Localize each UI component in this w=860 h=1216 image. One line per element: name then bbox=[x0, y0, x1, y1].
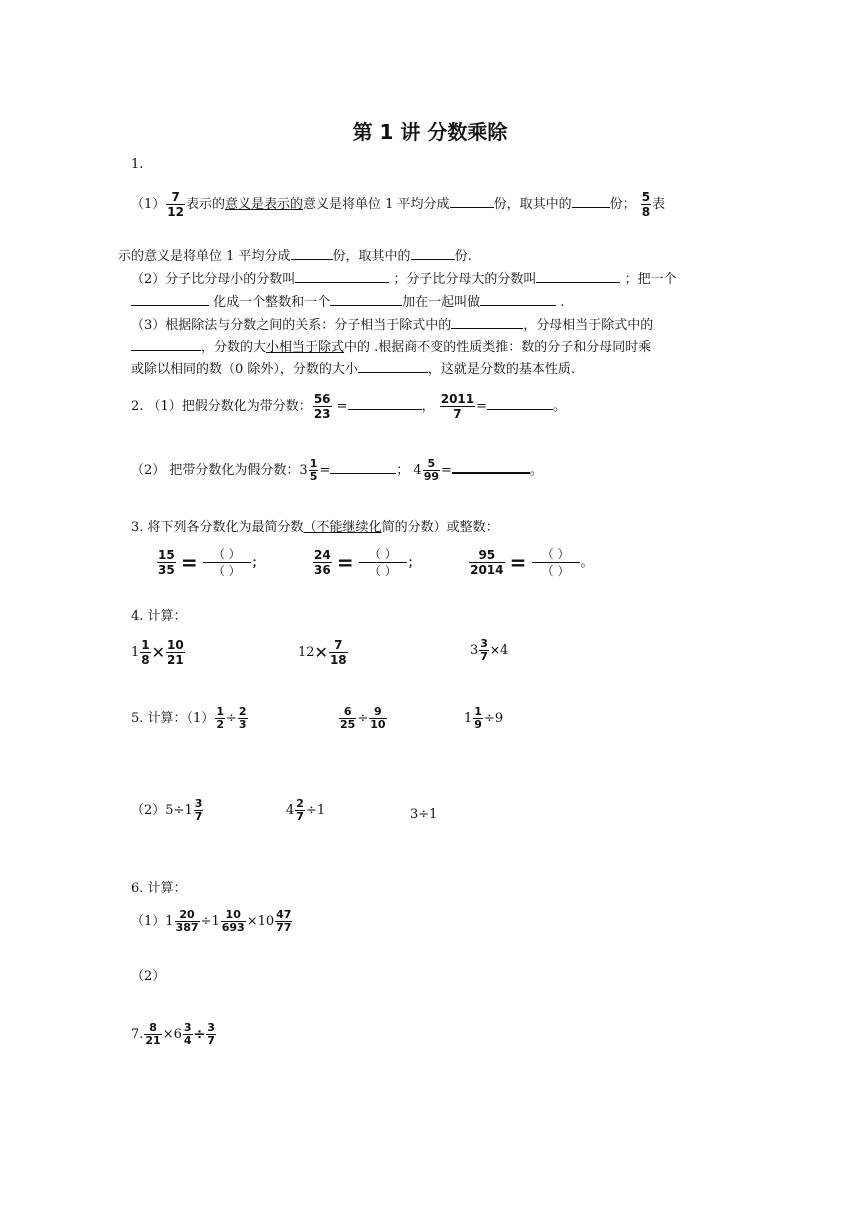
q1-part3-line3: 或除以相同的数（0 除外），分数的大小 ，这就是分数的基本性质. bbox=[131, 362, 576, 377]
answer-blank bbox=[480, 293, 556, 306]
q4-expr3: 3 $\frac{3}{7}$ ✕4 bbox=[470, 637, 509, 663]
fraction: $\frac{10}{693}$ bbox=[221, 908, 245, 934]
answer-blank bbox=[451, 316, 523, 329]
fraction: $\frac{9}{10}$ bbox=[370, 705, 386, 731]
fraction-7-12: $\frac{7}{12}$ bbox=[167, 190, 184, 219]
q5-expr2: $\frac{6}{25}$ ÷ $\frac{9}{10}$ bbox=[340, 705, 386, 731]
fraction: $\frac{2}{3}$ bbox=[238, 705, 247, 731]
fraction: $\frac{1}{5}$ bbox=[309, 457, 318, 483]
fraction: $\frac{3}{4}$ bbox=[183, 1021, 192, 1047]
fraction: $\frac{5}{99}$ bbox=[423, 457, 439, 483]
q1-part3-line2: ，分数的大小相当于除式中的 .根据商不变的性质类推：数的分子和分母同时乘 bbox=[131, 336, 651, 355]
fraction: $\frac{1}{9}$ bbox=[474, 705, 482, 731]
answer-blank bbox=[291, 247, 333, 260]
answer-blank bbox=[330, 293, 402, 306]
answer-blank bbox=[131, 293, 209, 306]
answer-blank bbox=[452, 460, 530, 474]
fraction: $\frac{2011}{7}$ bbox=[440, 392, 475, 421]
q2-part2: （2） 把带分数化为假分数：3 $\frac{1}{5}$ = ； 4 $\frac{5}{99}$ = 。 bbox=[131, 457, 543, 483]
q5-part2: （2）5÷1 $\frac{3}{7}$ bbox=[131, 797, 203, 823]
fraction: $\frac{10}{21}$ bbox=[167, 638, 184, 667]
q6-part2: （2） bbox=[131, 969, 166, 984]
q3-fractions: $\frac{15}{35}$ = （ ） （ ） ； $\frac{24}{36}$ = （ ） （ ） ； $\frac{95}{2014}$ = （ ） （ ） 。 bbox=[158, 547, 594, 578]
fraction: $\frac{2}{7}$ bbox=[296, 797, 304, 823]
blank bbox=[450, 195, 494, 208]
fraction: $\frac{3}{7}$ bbox=[480, 637, 488, 663]
q5-expr6: 3÷1 bbox=[410, 807, 438, 822]
q4-expr1: 1 $\frac{1}{8}$ ✕ $\frac{10}{21}$ bbox=[131, 638, 184, 667]
q3-text: 3. 将下列各分数化为最简分数（不能继续化简的分数）或整数： bbox=[131, 520, 499, 535]
q1-part1-line2: 示的意义是将单位 1 平均分成 份，取其中的 份. bbox=[118, 249, 472, 264]
fraction: （ ） （ ） bbox=[532, 546, 580, 579]
q2-part1: 2. （1）把假分数化为带分数： $\frac{56}{23}$ = ， $\frac{2011}{7}$ = 。 bbox=[131, 392, 567, 421]
fraction: $\frac{3}{7}$ bbox=[194, 797, 203, 823]
q4-expr2: 12✕ $\frac{7}{18}$ bbox=[298, 638, 347, 667]
fraction: $\frac{8}{21}$ bbox=[145, 1021, 161, 1047]
answer-blank bbox=[411, 247, 455, 260]
q1-part2-line1: （2）分子比分母小的分数叫 ；分子比分母大的分数叫 ；把一个 bbox=[131, 272, 677, 287]
q1-number: 1. bbox=[131, 157, 144, 172]
answer-blank bbox=[330, 461, 396, 474]
fraction: $\frac{47}{77}$ bbox=[276, 908, 292, 934]
q6-label: 6. 计算： bbox=[131, 881, 187, 896]
q4-label: 4. 计算： bbox=[131, 609, 187, 624]
page-title: 第 1 讲 分数乘除 bbox=[352, 120, 508, 144]
fraction: （ ） （ ） bbox=[203, 546, 251, 579]
q7-expr: 7. $\frac{8}{21}$ ×6 $\frac{3}{4}$ ÷ $\frac{3}{7}$ bbox=[131, 1021, 215, 1047]
answer-blank bbox=[348, 397, 422, 410]
fraction: $\frac{1}{8}$ bbox=[141, 638, 150, 667]
answer-blank bbox=[487, 397, 553, 410]
fraction: （ ） （ ） bbox=[359, 546, 407, 579]
q1-part3-line1: （3）根据除法与分数之间的关系：分子相当于除式中的 ，分母相当于除式中的 bbox=[131, 318, 654, 333]
fraction: $\frac{95}{2014}$ bbox=[470, 548, 504, 577]
q5-expr5: 4 $\frac{2}{7}$ ÷1 bbox=[286, 797, 326, 823]
fraction: $\frac{24}{36}$ bbox=[314, 548, 331, 577]
blank bbox=[572, 195, 610, 208]
answer-blank bbox=[358, 360, 428, 373]
fraction-5-8: $\frac{5}{8}$ bbox=[641, 190, 651, 219]
answer-blank bbox=[131, 338, 201, 351]
q1-part2-line2: 化成一个整数和一个 加在一起叫做 . bbox=[131, 291, 564, 310]
fraction: $\frac{20}{387}$ bbox=[175, 908, 199, 934]
fraction: $\frac{15}{35}$ bbox=[158, 548, 175, 577]
q1-part1-line1: （1） $\frac{7}{12}$ 表示的意义是表示的意义是将单位 1 平均分成 份，取其中的 份； $\frac{5}{8}$ 表 bbox=[131, 190, 666, 219]
answer-blank bbox=[295, 270, 389, 283]
answer-blank bbox=[536, 270, 620, 283]
q5-part1: 5. 计算：（1） $\frac{1}{2}$ ÷ $\frac{2}{3}$ bbox=[131, 705, 247, 731]
fraction: $\frac{1}{2}$ bbox=[216, 705, 224, 731]
q5-expr3: 1 $\frac{1}{9}$ ÷9 bbox=[464, 705, 504, 731]
fraction: $\frac{56}{23}$ bbox=[313, 392, 331, 421]
fraction: $\frac{6}{25}$ bbox=[340, 705, 356, 731]
fraction: $\frac{7}{18}$ bbox=[329, 638, 347, 667]
fraction: $\frac{3}{7}$ bbox=[207, 1021, 215, 1047]
q6-part1: （1）1 $\frac{20}{387}$ ÷1 $\frac{10}{693}$ ×10 $\frac{47}{77}$ bbox=[131, 908, 292, 934]
